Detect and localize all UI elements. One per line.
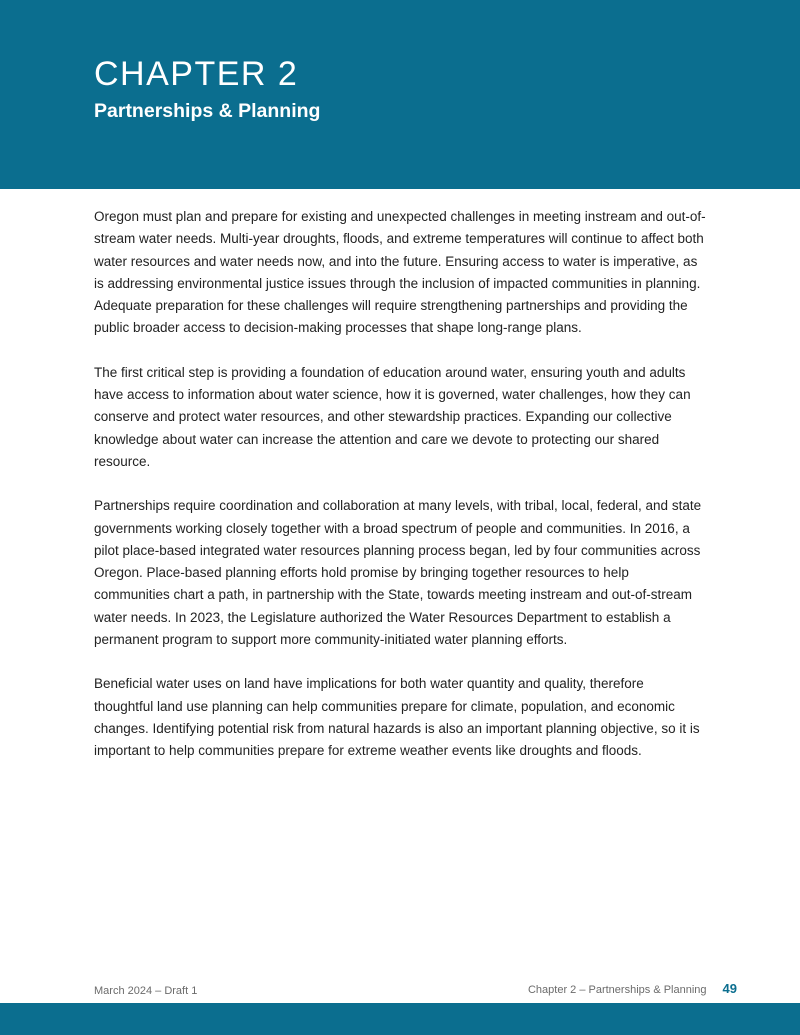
chapter-header-band	[0, 0, 800, 189]
body-paragraph: Oregon must plan and prepare for existing and unexpected challenges in meeting instream and out-of-stream water needs. Multi-year droughts, floods, and extreme temperatures will continue to affect both water resources and water needs now, and into the future. Ensuring access to water is imperative, as is addressing environmental justice issues through the inclusion of impacted communities in planning. Adequate preparation for these challenges will require strengthening partnerships and providing the public broader access to decision-making processes that shape long-range plans.	[94, 209, 706, 336]
body-paragraph: The first critical step is providing a foundation of education around water, ensuring youth and adults have access to information about water science, how it is governed, water challenges, how they can conserve and protect water resources, and other stewardship practices. Expanding our collective knowledge about water can increase the attention and care we devote to protecting our shared resource.	[94, 364, 691, 469]
chapter-label: CHAPTER 2	[94, 55, 299, 93]
footer-right	[528, 981, 737, 998]
footer-chapter-ref: Chapter 2 – Partnerships & Planning	[527, 984, 707, 996]
body-paragraph: Beneficial water uses on land have implications for both water quantity and quality, therefore thoughtful land use planning can help communities prepare for climate, population, and economic changes. Identifying potential risk from natural hazards is also an important planning objective, so it is important to help communities prepare for extreme weather events like droughts and floods.	[94, 676, 700, 759]
footer-band	[0, 1003, 800, 1035]
chapter-body	[94, 206, 706, 785]
chapter-title: Partnerships & Planning	[94, 100, 321, 122]
body-paragraph: Partnerships require coordination and collaboration at many levels, with tribal, local, federal, and state governments working closely together with a broad spectrum of people and communities. In 2016, a pilot place-based integrated water resources planning process began, led by four communities across Oregon. Place-based planning efforts hold promise by bringing together resources to help communities chart a path, in partnership with the State, towards meeting instream and out-of-stream water needs. In 2023, the Legislature authorized the Water Resources Department to establish a permanent program to support more community-initiated water planning efforts.	[94, 498, 702, 648]
page-number: 49	[722, 981, 737, 996]
footer-date-draft: March 2024 – Draft 1	[94, 985, 198, 997]
